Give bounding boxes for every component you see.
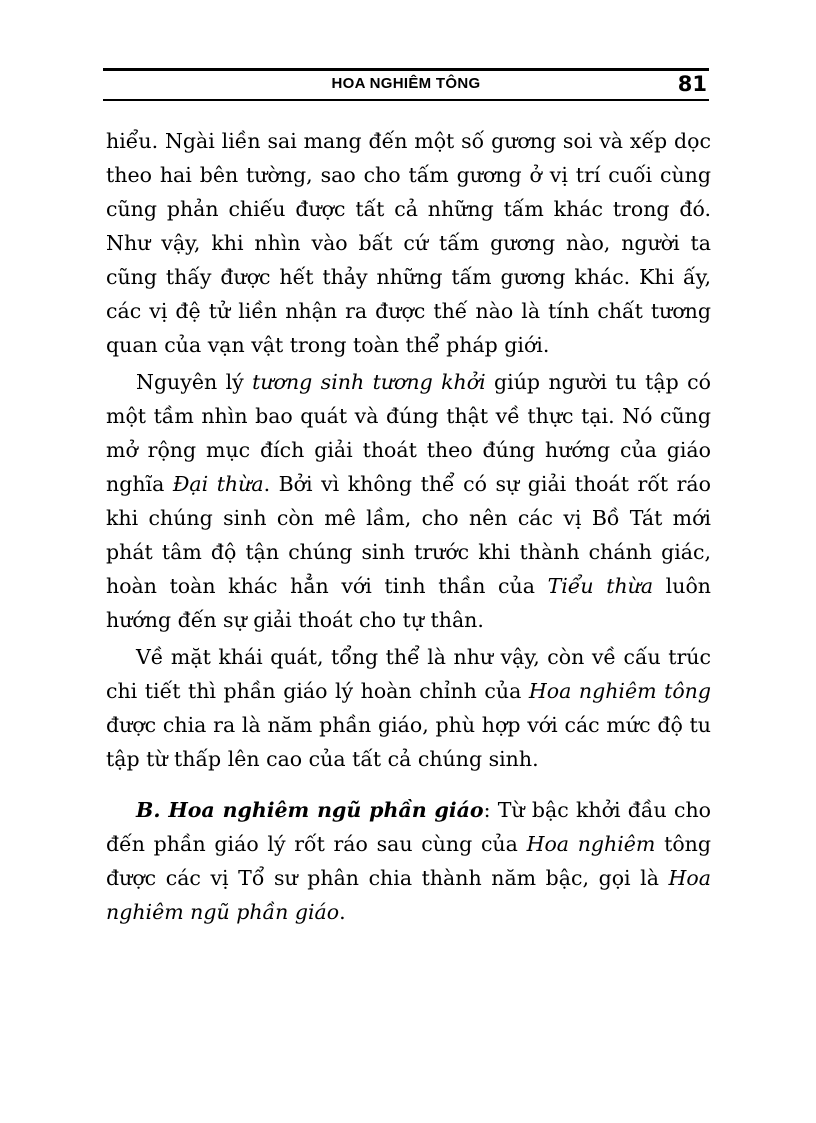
paragraph-4-text-2: tông được các vị Tổ sư phân chia thành năm bậc, gọi là	[106, 832, 711, 890]
paragraph-2-text-3: . Bởi vì không thể có sự giải thoát rốt ráo khi chúng sinh còn mê lầm, cho nên các vị Bồ Tát mới phát tâm độ tận chúng sinh trước khi thành chánh giác, hoàn toàn khác hẳn với tinh thần của	[106, 472, 711, 598]
paragraph-2-text-4: luôn hướng đến sự giải thoát cho tự thân.	[106, 574, 711, 632]
paragraph-3-text-2: được chia ra là năm phần giáo, phù hợp với các mức độ tu tập từ thấp lên cao của tất cả chúng sinh.	[106, 713, 711, 771]
paragraph-4-text-3: .	[339, 900, 346, 924]
section-heading	[136, 798, 484, 822]
paragraph-2-italic-3: Tiểu thừa	[547, 574, 654, 598]
header-rule-top	[103, 68, 709, 71]
paragraph-4-italic-1: Hoa nghiêm	[526, 832, 656, 856]
page-header	[103, 68, 709, 102]
paragraph-3-text-1: Về mặt khái quát, tổng thể là như vậy, còn về cấu trúc chi tiết thì phần giáo lý hoàn chỉnh của	[106, 645, 711, 703]
running-title: HOA NGHIÊM TÔNG	[331, 75, 481, 92]
paragraph-2	[106, 365, 711, 637]
section-heading-text: B. Hoa nghiêm ngũ phần giáo	[136, 798, 484, 822]
paragraph-4-italic-2: Hoa nghiêm ngũ phần giáo	[106, 866, 711, 924]
paragraph-4-text-1: : Từ bậc khởi đầu cho đến phần giáo lý rốt ráo sau cùng của	[106, 798, 711, 856]
paragraph-3-italic-1: Hoa nghiêm tông	[528, 679, 711, 703]
paragraph-2-italic-2: Đại thừa	[172, 472, 264, 496]
paragraph-2-italic-1: tương sinh tương khởi	[252, 370, 486, 394]
paragraph-3	[106, 640, 711, 776]
paragraph-2-text-1: Nguyên lý	[136, 370, 253, 394]
paragraph-1-text: hiểu. Ngài liền sai mang đến một số gương soi và xếp dọc theo hai bên tường, sao cho tấm gương ở vị trí cuối cùng cũng phản chiếu được tất cả những tấm khác trong đó. Như vậy, khi nhìn vào bất cứ tấm gương nào, người ta cũng thấy được hết thảy những tấm gương khác. Khi ấy, các vị đệ tử liền nhận ra được thế nào là tính chất tương quan của vạn vật trong toàn thể pháp giới.	[106, 129, 711, 357]
header-rule-bottom	[103, 99, 709, 101]
page-number: 81	[677, 72, 707, 96]
body-text	[106, 124, 711, 929]
paragraph-4	[106, 793, 711, 929]
paragraph-1	[106, 124, 711, 362]
paragraph-2-text-2: giúp người tu tập có một tầm nhìn bao quát và đúng thật về thực tại. Nó cũng mở rộng mục đích giải thoát theo đúng hướng của giáo nghĩa	[106, 370, 711, 496]
